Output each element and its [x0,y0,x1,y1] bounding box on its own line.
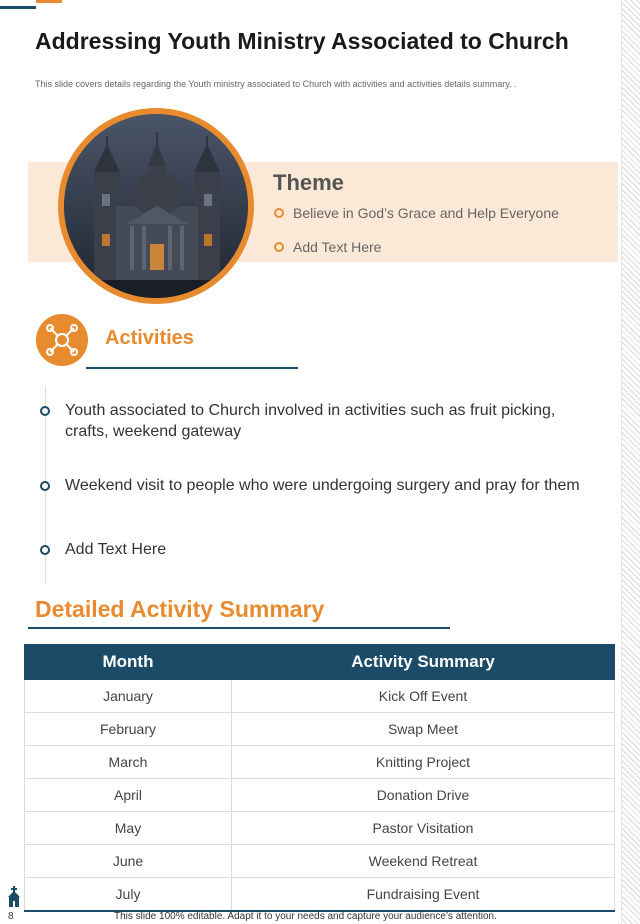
column-header-activity: Activity Summary [232,645,615,680]
summary-heading: Detailed Activity Summary [35,596,325,622]
table-row [25,845,615,878]
theme-heading: Theme [273,170,344,195]
church-photo [64,114,248,298]
activity-item [40,400,600,442]
table-row [25,746,615,779]
side-hatch-decoration [621,0,640,924]
theme-item [274,239,381,255]
activity-item [40,539,600,560]
page-subtitle: This slide covers details regarding the Youth ministry associated to Church with activities and activities details summary. . [35,79,517,89]
activities-divider [86,367,298,369]
activity-text: Weekend visit to people who were undergoing surgery and pray for them [65,477,580,494]
table-row [25,680,615,713]
table-row [25,812,615,845]
activity-cell: Kick Off Event [232,680,615,713]
theme-item-text: Add Text Here [293,239,382,255]
top-accent-line-orange [36,0,62,3]
footer-note: This slide 100% editable. Adapt it to your needs and capture your audience’s attention. [114,911,497,922]
month-cell: March [25,746,232,779]
top-accent-line [0,6,36,9]
activity-text: Youth associated to Church involved in activities such as fruit picking, crafts, weekend gateway [65,402,556,440]
activity-cell: Donation Drive [232,779,615,812]
activities-heading: Activities [105,327,194,349]
theme-item-text: Believe in God’s Grace and Help Everyone [293,205,559,221]
activity-cell: Pastor Visitation [232,812,615,845]
month-cell: May [25,812,232,845]
activity-text: Add Text Here [65,541,167,558]
activity-cell: Fundraising Event [232,878,615,912]
bullet-dot-icon [40,406,50,416]
page-title: Addressing Youth Ministry Associated to Church [35,28,569,54]
table-row [25,779,615,812]
bullet-ring-icon [274,242,284,252]
table-row [25,878,615,912]
activity-cell: Knitting Project [232,746,615,779]
bullet-dot-icon [40,545,50,555]
bullet-dot-icon [40,481,50,491]
bullet-ring-icon [274,208,284,218]
month-cell: February [25,713,232,746]
month-cell: July [25,878,232,912]
month-cell: June [25,845,232,878]
month-cell: April [25,779,232,812]
theme-item [274,205,559,221]
month-cell: January [25,680,232,713]
table-row [25,713,615,746]
summary-divider [28,627,450,629]
activity-cell: Weekend Retreat [232,845,615,878]
church-illustration [64,114,248,298]
column-header-month: Month [25,645,232,680]
table-header-row [25,645,615,680]
church-icon [5,886,23,913]
hands-together-icon [36,314,88,366]
activity-summary-table [24,644,615,912]
activity-item [40,475,600,496]
page-number: 8 [8,911,14,922]
activity-cell: Swap Meet [232,713,615,746]
